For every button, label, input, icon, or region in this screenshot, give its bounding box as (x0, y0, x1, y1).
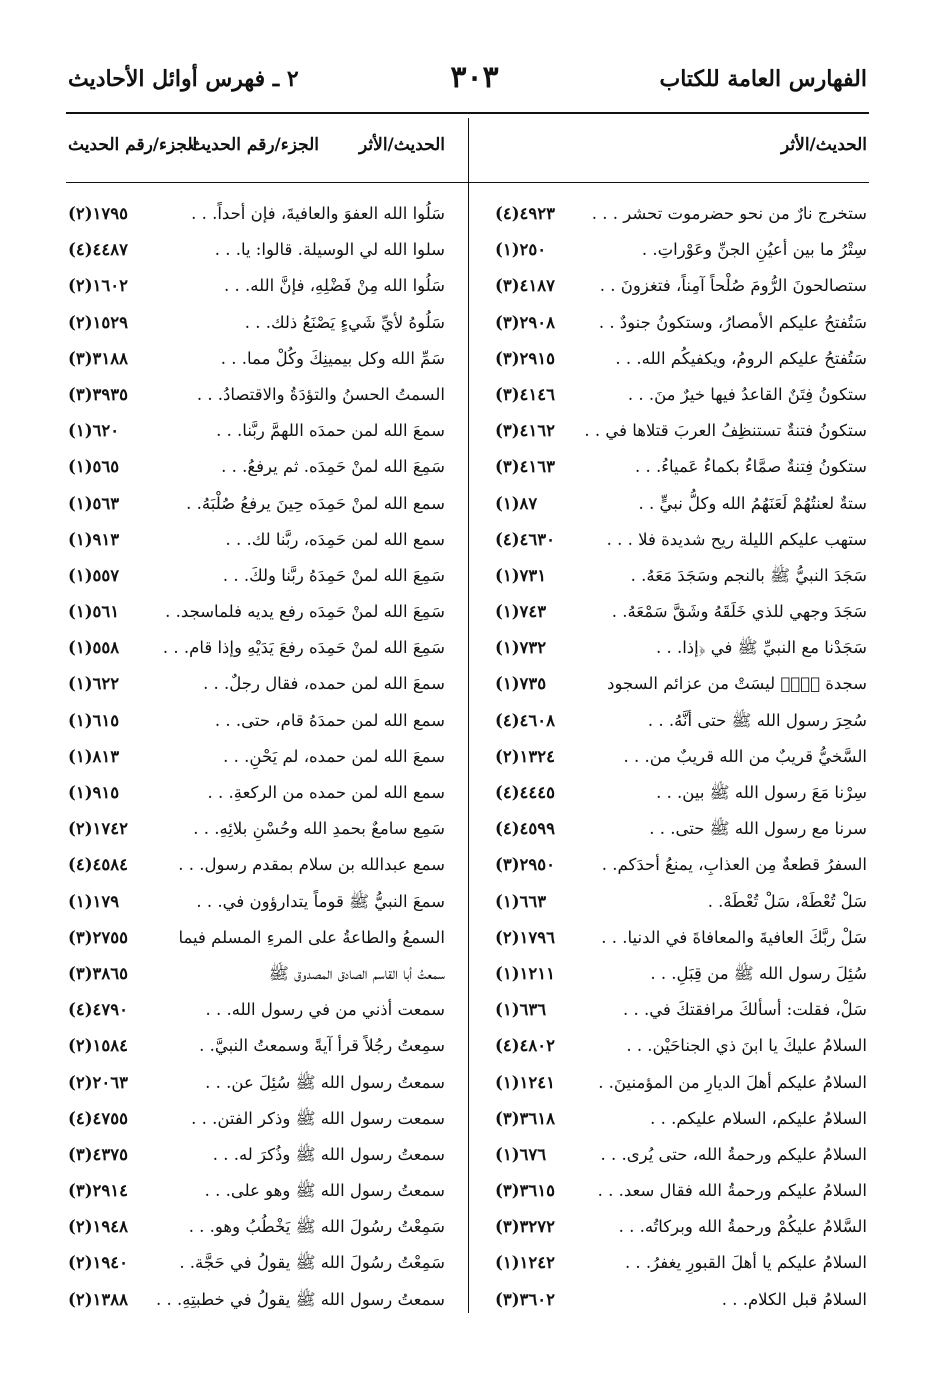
hadith-opening: سمع الله لمن حمده من الركعةِ. . . (207, 783, 445, 802)
hadith-reference: (١)٦٢٠ (68, 421, 120, 441)
left-column (68, 198, 445, 1320)
index-entry (495, 379, 867, 415)
hadith-opening: سَمِّ الله وكل بيمينِكَ وكُلْ مما. . . (220, 348, 445, 368)
hadith-opening: السمعُ والطاعةُ على المرءِ المسلم فيما (178, 927, 445, 947)
hadith-reference: (٢)١٧٩٥ (68, 204, 128, 223)
hadith-reference: (١)٧٤٣ (495, 602, 547, 622)
hadith-reference: (١)٦٣٦ (495, 1000, 547, 1020)
right-column (495, 198, 867, 1320)
hadith-opening: ستكونُ فتنةٌ تستنظِفُ العربَ قتلاها في . . (584, 421, 867, 441)
hadith-opening: السلامُ قبل الكلام. . . (721, 1289, 867, 1309)
hadith-opening: سَمِعْتُ رسُولَ الله ﷺ يقولُ في حَجَّة. . (179, 1253, 445, 1273)
hadith-reference: (٣)٢٩٥٠ (495, 855, 555, 875)
hadith-reference: (١)١٢٤١ (495, 1072, 555, 1092)
index-entry (495, 668, 867, 704)
hadith-opening: السَّلامُ عليكُمْ ورحمةُ الله وبركاتُه. . . (618, 1217, 867, 1237)
index-entry (68, 705, 445, 741)
hadith-opening: سَجَدَ وجهي للذي خَلَقَهُ وشَقَّ سَمْعَهُ. . (611, 602, 867, 622)
hadith-reference: (١)٦٢٢ (68, 674, 120, 694)
index-entry (495, 886, 867, 922)
hadith-opening: سَمِع سامعٌ بحمدِ الله وحُسْنِ بلائِهِ. . . (193, 819, 445, 839)
hadith-reference: (٣)٢٩١٥ (495, 348, 555, 368)
index-entry (495, 813, 867, 849)
hadith-reference: (٤)٤٥٨٤ (68, 855, 128, 875)
hadith-opening: سَجَدَ النبيُّ ﷺ بالنجم وسَجَدَ مَعَهُ. . (630, 565, 867, 585)
index-entry (68, 307, 445, 343)
hadith-opening: سمعتُ أبا القاسم الصادق المصدوق ﷺ (268, 963, 445, 983)
hadith-opening: السفرُ قطعةٌ مِن العذابِ، يمنعُ أحدَكم. . (601, 855, 867, 875)
hadith-opening: السَّخيُّ قريبٌ من الله قريبٌ من. . . (623, 746, 867, 766)
hadith-reference: (٣)٤١٦٢ (495, 421, 555, 441)
index-entry (68, 1139, 445, 1175)
hadith-opening: السلامُ عليكم ورحمةُ الله، حتى يُرى. . . (600, 1144, 867, 1164)
hadith-opening: سمعتُ رسول الله ﷺ وهو على. . . (204, 1181, 445, 1201)
hadith-reference: (١)٥٥٨ (68, 638, 120, 658)
hadith-opening: السلامُ عليكم يا أهلَ القبورِ يغفرُ. . . (624, 1253, 867, 1273)
hadith-opening: سَتُفتحُ عليكم الأمصارُ، وستكونُ جنودٌ . . (598, 312, 867, 332)
header-rule (66, 112, 869, 114)
hadith-opening: سمع الله لمن حمدَهُ قام، حتى. . . (214, 710, 445, 730)
hadith-opening: سَلْ، فقلت: أسألكَ مرافقتكَ في. . . (623, 1000, 867, 1020)
index-entry (495, 1247, 867, 1283)
hadith-reference: (٣)٢٩٠٨ (495, 312, 555, 332)
hadith-reference: (١)٩١٣ (68, 529, 120, 549)
hadith-reference: (٣)٢٧٥٥ (68, 927, 128, 947)
hadith-reference: (١)٧٣٥ (495, 674, 547, 694)
index-entry (495, 270, 867, 306)
hadith-reference: (١)١٢٤٢ (495, 1253, 555, 1273)
hadith-reference: (٢)١٩٤٠ (68, 1253, 128, 1273)
hadith-opening: سِتْرُ ما بين أعيُنِ الجنِّ وعَوْراتِ. . (641, 240, 867, 260)
hadith-opening: ستكونُ فِتَنٌ القاعدُ فيها خيرٌ منَ. . . (627, 384, 867, 404)
hadith-opening: السلامُ عليكَ يا ابنَ ذي الجناحَيْن. . . (626, 1036, 867, 1056)
index-entry (495, 705, 867, 741)
index-entry (495, 198, 867, 234)
hadith-reference: (١)١٢١١ (495, 963, 555, 983)
hadith-opening: سمع عبدالله بن سلام بمقدم رسول. . . (178, 855, 445, 875)
hadith-reference: (٤)٤٩٢٣ (495, 204, 555, 223)
hadith-reference: (٢)٢٠٦٣ (68, 1072, 128, 1092)
hadith-reference: (١)٩١٥ (68, 783, 120, 802)
hadith-opening: سمعت أذني من في رسول الله. . . (205, 1000, 445, 1020)
hadith-reference: (٤)٤٧٩٠ (68, 1000, 128, 1020)
hadith-reference: (١)٥٦٥ (68, 457, 120, 477)
index-entry (68, 813, 445, 849)
hadith-reference: (٢)١٣٢٤ (495, 746, 555, 766)
hadith-reference: (٤)٤٤٨٧ (68, 240, 128, 260)
hadith-opening: سمِعتُ رجُلاً قرأ آيةً وسمعتُ النبيَّ. . (199, 1036, 445, 1056)
index-entry (68, 632, 445, 668)
index-entry (495, 777, 867, 813)
index-entry (68, 451, 445, 487)
hadith-opening: سَلُوا الله مِنْ فَضْلِهِ، فإنَّ الله. . . (224, 276, 445, 296)
index-entry (68, 379, 445, 415)
hadith-opening: سمعتُ رسول الله ﷺ يقولُ في خطبتِهِ. . . (155, 1289, 445, 1309)
hadith-opening: سَلْ تُعْطَهْ، سَلْ تُعْطَهْ. . (707, 891, 867, 911)
index-entry (495, 596, 867, 632)
index-entry (68, 777, 445, 813)
index-entry (495, 1175, 867, 1211)
index-entry (68, 415, 445, 451)
hadith-reference: (٤)٤٧٥٥ (68, 1108, 128, 1128)
right-hadith-heading: الحديث/الأثر (781, 135, 867, 155)
hadith-reference: (١)٥٦٣ (68, 493, 120, 513)
hadith-opening: سجدة ﴿صۤ﴾ ليسَتْ من عزائم السجود (607, 674, 867, 694)
index-entry (495, 632, 867, 668)
index-entry (495, 451, 867, 487)
index-entry (68, 270, 445, 306)
hadith-reference: (١)٢٥٠ (495, 240, 547, 260)
left-hadith-heading: الحديث/الأثر (359, 135, 445, 155)
column-divider (468, 118, 469, 1313)
index-entry (68, 524, 445, 560)
hadith-reference: (٢)١٥٨٤ (68, 1036, 128, 1056)
index-entry (68, 1067, 445, 1103)
index-entry (495, 922, 867, 958)
index-entry (68, 1030, 445, 1066)
hadith-opening: سِرْنا مَعَ رسول الله ﷺ بين. . . (656, 783, 867, 802)
hadith-reference: (٤)٤٤٤٥ (495, 783, 555, 802)
index-entry (68, 1211, 445, 1247)
hadith-reference: (٢)١٥٢٩ (68, 312, 128, 332)
hadith-opening: سَتُفتحُ عليكم الرومُ، ويكفيكُم الله. . . (615, 348, 867, 368)
hadith-reference: (١)٦٧٦ (495, 1144, 547, 1164)
hadith-reference: (٣)٣٦٠٢ (495, 1289, 555, 1309)
hadith-reference: (٤)٤٦٠٨ (495, 710, 555, 730)
index-entry (495, 560, 867, 596)
hadith-reference: (٢)١٦٠٢ (68, 276, 128, 296)
hadith-opening: سمعَ النبيُّ ﷺ قوماً يتدارؤون في. . . (196, 891, 445, 911)
hadith-reference: (٢)١٩٤٨ (68, 1217, 128, 1237)
page-number: ٣٠٣ (450, 60, 499, 95)
hadith-opening: سَمِعَ الله لمنْ حَمِدَه. ثم يرفعُ. . . (221, 457, 445, 477)
hadith-reference: (١)٧٣٢ (495, 638, 547, 658)
hadith-reference: (١)٥٥٧ (68, 565, 120, 585)
hadith-reference: (١)٨١٣ (68, 746, 120, 766)
hadith-reference: (٣)٤١٨٧ (495, 276, 555, 296)
hadith-opening: سمعَ الله لمن حمده، فقال رجلٌ. . . (203, 674, 445, 694)
hadith-opening: ستهب عليكم الليلة ريح شديدة فلا . . . (606, 529, 867, 549)
hadith-opening: السمتُ الحسنُ والتؤدَةُ والاقتصادُ. . . (196, 384, 445, 404)
hadith-reference: (٤)٤٨٠٢ (495, 1036, 555, 1056)
hadith-opening: السلامُ عليكم ورحمةُ الله فقال سعد. . . (597, 1181, 867, 1201)
index-entry (68, 994, 445, 1030)
index-entry (68, 668, 445, 704)
hadith-opening: سمعت رسول الله ﷺ وذكر الفتن. . . (191, 1108, 445, 1128)
index-entry (68, 1247, 445, 1283)
index-entry (68, 488, 445, 524)
hadith-reference: (١)١٧٩ (68, 891, 120, 911)
index-entry (68, 922, 445, 958)
index-entry (495, 994, 867, 1030)
hadith-reference: (٣)٢٩١٤ (68, 1181, 128, 1201)
hadith-reference: (٢)١٧٤٢ (68, 819, 128, 839)
index-entry (68, 958, 445, 994)
index-entry (495, 1030, 867, 1066)
index-entry (68, 1175, 445, 1211)
hadith-reference: (١)٨٧ (495, 493, 538, 513)
hadith-opening: ستكونُ فِتنةٌ صمَّاءُ بكماءُ عَمياءُ. . . (635, 457, 867, 477)
index-entry (68, 560, 445, 596)
index-entry (495, 849, 867, 885)
index-entry (68, 1103, 445, 1139)
index-entry (495, 343, 867, 379)
hadith-reference: (٤)٤٦٣٠ (495, 529, 555, 549)
hadith-reference: (٤)٤٥٩٩ (495, 819, 555, 839)
hadith-opening: ستةٌ لعنتُهُمْ لَعَنَهُمُ الله وكلُّ نبيٍّ . . (638, 493, 867, 513)
hadith-reference: (٣)٣٨٦٥ (68, 963, 128, 983)
index-entry (495, 1211, 867, 1247)
hadith-opening: سَلْ ربَّكَ العافيةَ والمعافاةَ في الدنيا. . . (601, 927, 867, 947)
index-entry (495, 1139, 867, 1175)
hadith-opening: سرنا مع رسول الله ﷺ حتى. . . (649, 819, 867, 839)
hadith-opening: سمعَ الله لمن حمدَه اللهمَّ ربَّنا. . . (216, 421, 445, 441)
hadith-opening: سَمِعَ الله لمنْ حَمِدَهُ ربَّنا ولكَ. . . (222, 565, 445, 585)
index-entry (495, 958, 867, 994)
hadith-opening: السلامُ عليكم أهلَ الديارِ من المؤمنينَ. . (598, 1072, 867, 1092)
hadith-reference: (١)٦١٥ (68, 710, 120, 730)
hadith-reference: (٣)٤١٤٦ (495, 384, 555, 404)
index-entry (495, 524, 867, 560)
index-entry (495, 1067, 867, 1103)
index-entry (495, 234, 867, 270)
right-ref-heading: الجزء/رقم الحديث (189, 135, 319, 155)
hadith-reference: (٣)٤١٦٣ (495, 457, 555, 477)
hadith-reference: (٣)٣٦١٨ (495, 1108, 555, 1128)
index-entry (495, 1103, 867, 1139)
index-entry (495, 415, 867, 451)
hadith-opening: سمعتُ رسول الله ﷺ سُئِلَ عن. . . (205, 1072, 445, 1092)
index-entry (68, 596, 445, 632)
hadith-opening: سمع الله لمنْ حَمِدَه حِينَ يرفعُ صُلْبَهُ. . (186, 493, 445, 513)
index-entry (68, 343, 445, 379)
index-entry (495, 307, 867, 343)
hadith-opening: سَمِعَ الله لمنْ حَمِدَه رفع يديه فلماسجد. . (165, 602, 445, 622)
hadith-opening: سمعَ الله لمن حمده، لم يَحْنِ. . . (223, 746, 445, 766)
hadith-reference: (٣)٣٢٧٢ (495, 1217, 555, 1237)
index-entry (495, 1284, 867, 1320)
hadith-reference: (١)٧٣١ (495, 565, 547, 585)
hadith-opening: سمع الله لمن حَمِدَه، ربَّنا لك. . . (225, 529, 445, 549)
hadith-opening: السلامُ عليكم، السلام عليكم. . . (650, 1108, 867, 1128)
index-entry (68, 741, 445, 777)
hadith-opening: سَمِعَ الله لمنْ حَمِدَه رفعَ يَدَيْهِ وإذا قام. . . (162, 638, 445, 658)
left-ref-heading: الجزء/رقم الحديث (68, 135, 198, 155)
hadith-opening: ستصالحونَ الرُّومَ صُلْحاً آمِناً، فتغزونَ . . (599, 276, 867, 296)
book-title: الفهارس العامة للكتاب (659, 66, 867, 92)
hadith-reference: (١)٦٦٣ (495, 891, 547, 911)
hadith-opening: سلوا الله لي الوسيلة. قالوا: يا. . . (214, 240, 445, 260)
hadith-opening: سمعتُ رسول الله ﷺ وذُكرَ له. . . (212, 1144, 445, 1164)
index-entry (495, 741, 867, 777)
hadith-reference: (٢)١٣٨٨ (68, 1289, 128, 1309)
hadith-opening: سُحِرَ رسول الله ﷺ حتى أنَّهُ. . . (647, 710, 867, 730)
index-entry (68, 198, 445, 234)
hadith-opening: ستخرج نارٌ من نحو حضرموت تحشر . . . (591, 204, 867, 223)
hadith-reference: (٣)٤٣٧٥ (68, 1144, 128, 1164)
index-entry (68, 886, 445, 922)
hadith-opening: سَلُوا الله العفوَ والعافيةَ، فإن أحداً. . . (191, 204, 445, 223)
hadith-reference: (٢)١٧٩٦ (495, 927, 555, 947)
hadith-reference: (٣)٣٩٣٥ (68, 384, 128, 404)
index-entry (68, 849, 445, 885)
hadith-opening: سُئِلَ رسول الله ﷺ من قِبَلِ. . . (650, 963, 867, 983)
section-title: ٢ ـ فهرس أوائل الأحاديث (68, 66, 299, 92)
hadith-opening: سَجَدْنا مع النبيِّ ﷺ في ﴿إذا. . . (655, 638, 867, 658)
hadith-opening: سَمِعْتُ رسُولَ الله ﷺ يَخْطُبُ وهو. . . (188, 1217, 445, 1237)
index-entry (68, 1284, 445, 1320)
hadith-reference: (١)٥٦١ (68, 602, 120, 622)
index-entry (68, 234, 445, 270)
hadith-reference: (٣)٣٦١٥ (495, 1181, 555, 1201)
hadith-opening: سَلُوهُ لأيِّ شَيءٍ يَصْنَعُ ذلك. . . (244, 312, 445, 332)
index-entry (495, 488, 867, 524)
hadith-reference: (٣)٣١٨٨ (68, 348, 128, 368)
